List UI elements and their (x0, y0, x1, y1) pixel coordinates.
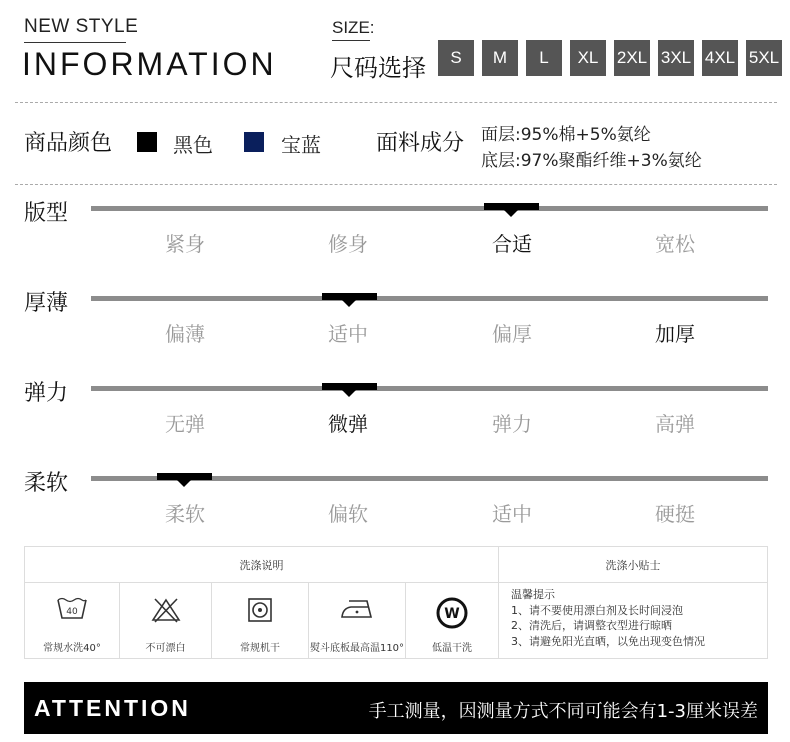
size-option-4xl[interactable]: 4XL (702, 40, 738, 76)
tip-item: 3、请避免阳光直晒，以免出现变色情况 (511, 634, 705, 648)
dry-clean-letter: W (444, 606, 460, 622)
information-title: INFORMATION (22, 46, 277, 82)
fabric-inner-layer: 底层:97%聚酯纤维+3%氨纶 (481, 151, 702, 171)
wash-tips-header: 洗涤小贴士 (499, 547, 767, 583)
size-option-m[interactable]: M (482, 40, 518, 76)
scale-option: 偏薄 (165, 322, 205, 346)
scale-option: 适中 (492, 502, 532, 526)
wash-tips (511, 587, 705, 649)
wash-cell (25, 583, 120, 659)
color-name-royal-blue: 宝蓝 (281, 133, 321, 157)
color-swatch-black[interactable] (137, 132, 157, 152)
scale-marker (157, 473, 212, 480)
size-option-5xl[interactable]: 5XL (746, 40, 782, 76)
wash-cell (120, 583, 212, 659)
size-options (438, 40, 782, 76)
attention-bar (24, 682, 768, 734)
scale-marker (484, 203, 539, 210)
wash-label: 低温干洗 (432, 643, 472, 654)
scale-title: 弹力 (24, 381, 69, 406)
divider (15, 102, 777, 103)
scale-option: 柔软 (165, 502, 205, 526)
scale-option: 硬挺 (655, 502, 695, 526)
scale-option: 偏软 (328, 502, 368, 526)
scale-marker (322, 383, 377, 390)
size-select-title: 尺码选择 (330, 54, 426, 82)
scale-track (91, 296, 768, 301)
size-option-l[interactable]: L (526, 40, 562, 76)
wash-label: 不可漂白 (145, 643, 186, 654)
scale-option: 高弹 (655, 412, 695, 436)
new-style-label: NEW STYLE (24, 16, 139, 37)
size-label-underline (332, 40, 370, 41)
scale-option: 无弹 (165, 412, 205, 436)
color-title: 商品颜色 (24, 131, 113, 156)
wash-temp-text: 40 (66, 607, 78, 617)
tips-heading: 温馨提示 (511, 588, 555, 601)
divider (15, 184, 777, 185)
scale-option: 弹力 (492, 412, 532, 436)
color-name-black: 黑色 (173, 133, 213, 157)
wash-label: 常规机干 (240, 643, 280, 654)
scale-fit (0, 196, 790, 276)
wash-label: 常规水洗40° (43, 643, 101, 654)
scale-option-emphasized: 加厚 (655, 322, 695, 346)
scale-option: 适中 (328, 322, 368, 346)
scale-option-selected: 合适 (492, 232, 532, 256)
size-option-xl[interactable]: XL (570, 40, 606, 76)
fabric-outer-layer: 面层:95%棉+5%氨纶 (481, 125, 651, 145)
scale-track (91, 206, 768, 211)
scale-title: 厚薄 (24, 291, 69, 316)
scale-option: 偏厚 (492, 322, 532, 346)
size-option-s[interactable]: S (438, 40, 474, 76)
new-style-underline (24, 42, 126, 43)
wash-cell (309, 583, 406, 659)
dry-clean-w-icon (406, 597, 498, 629)
scale-option: 宽松 (655, 232, 695, 256)
scale-option: 紧身 (165, 232, 205, 256)
scale-thickness (0, 286, 790, 366)
wash-label: 熨斗底板最高温110° (309, 643, 405, 654)
size-label: SIZE: (332, 18, 375, 37)
scale-track (91, 386, 768, 391)
scale-softness (0, 466, 790, 546)
wash-care-table (24, 546, 768, 659)
scale-title: 版型 (24, 201, 69, 226)
attention-text: 手工测量，因测量方式不同可能会有1-3厘米误差 (368, 701, 758, 722)
scale-option: 修身 (328, 232, 368, 256)
fabric-title: 面料成分 (376, 131, 465, 156)
scale-marker (322, 293, 377, 300)
wash-cell (406, 583, 499, 659)
iron-icon (309, 597, 405, 621)
wash-instructions-header: 洗涤说明 (25, 547, 499, 583)
color-swatch-royal-blue[interactable] (244, 132, 264, 152)
tumble-dry-icon (212, 597, 308, 623)
attention-title: ATTENTION (34, 695, 191, 721)
size-option-3xl[interactable]: 3XL (658, 40, 694, 76)
scale-title: 柔软 (24, 471, 69, 496)
no-bleach-icon (120, 597, 211, 623)
tip-item: 2、清洗后，请调整衣型进行晾晒 (511, 619, 672, 632)
size-option-2xl[interactable]: 2XL (614, 40, 650, 76)
wash-40-icon (25, 597, 119, 621)
scale-option-selected: 微弹 (328, 412, 368, 436)
scale-elasticity (0, 376, 790, 456)
wash-cell (212, 583, 309, 659)
tip-item: 1、请不要使用漂白剂及长时间浸泡 (511, 603, 683, 617)
